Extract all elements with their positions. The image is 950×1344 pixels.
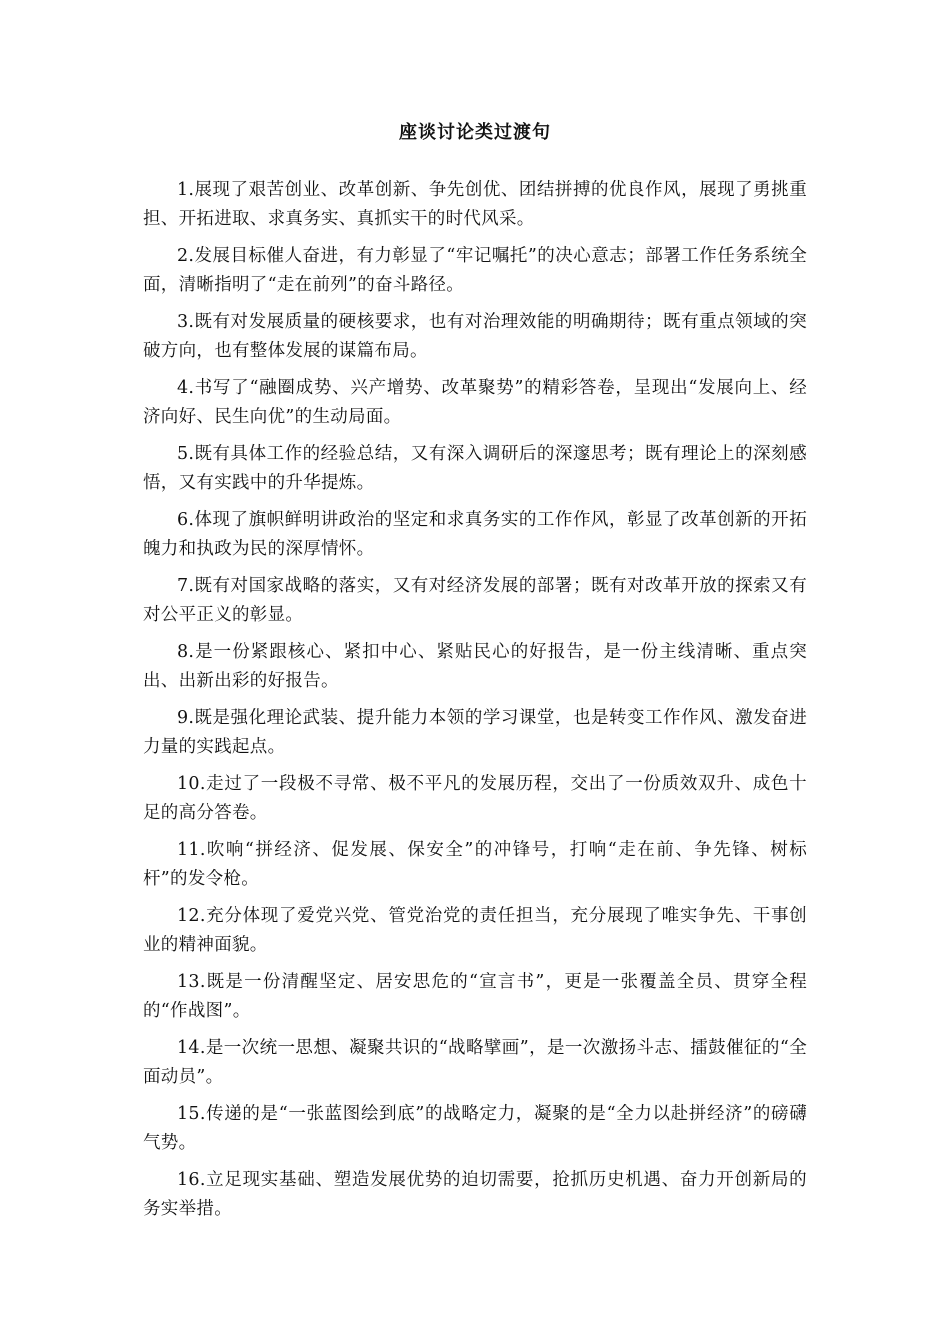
paragraph-7: 7.既有对国家战略的落实，又有对经济发展的部署；既有对改革开放的探索又有对公平正义的彰显。 (143, 576, 807, 625)
paragraph-4: 4.书写了“融圈成势、兴产增势、改革聚势”的精彩答卷，呈现出“发展向上、经济向好、民生向优”的生动局面。 (143, 378, 807, 427)
paragraph-11: 11.吹响“拼经济、促发展、保安全”的冲锋号，打响“走在前、争先锋、树标杆”的发令枪。 (143, 840, 807, 889)
paragraph-1: 1.展现了艰苦创业、改革创新、争先创优、团结拼搏的优良作风，展现了勇挑重担、开拓进取、求真务实、真抓实干的时代风采。 (143, 180, 807, 229)
paragraph-16: 16.立足现实基础、塑造发展优势的迫切需要，抢抓历史机遇、奋力开创新局的务实举措。 (143, 1170, 807, 1219)
paragraph-9: 9.既是强化理论武装、提升能力本领的学习课堂，也是转变工作作风、激发奋进力量的实践起点。 (143, 708, 807, 757)
paragraph-12: 12.充分体现了爱党兴党、管党治党的责任担当，充分展现了唯实争先、干事创业的精神面貌。 (143, 906, 807, 955)
paragraph-2: 2.发展目标催人奋进，有力彰显了“牢记嘱托”的决心意志；部署工作任务系统全面，清晰指明了“走在前列”的奋斗路径。 (143, 246, 807, 295)
paragraph-14: 14.是一次统一思想、凝聚共识的“战略擘画”，是一次激扬斗志、擂鼓催征的“全面动员”。 (143, 1038, 807, 1087)
paragraph-15: 15.传递的是“一张蓝图绘到底”的战略定力，凝聚的是“全力以赴拼经济”的磅礴气势。 (143, 1104, 807, 1153)
paragraph-8: 8.是一份紧跟核心、紧扣中心、紧贴民心的好报告，是一份主线清晰、重点突出、出新出彩的好报告。 (143, 642, 807, 691)
paragraph-10: 10.走过了一段极不寻常、极不平凡的发展历程，交出了一份质效双升、成色十足的高分答卷。 (143, 774, 807, 823)
paragraph-3: 3.既有对发展质量的硬核要求，也有对治理效能的明确期待；既有重点领域的突破方向，也有整体发展的谋篇布局。 (143, 312, 807, 361)
document-body (143, 176, 807, 1232)
paragraph-6: 6.体现了旗帜鲜明讲政治的坚定和求真务实的工作作风，彰显了改革创新的开拓魄力和执政为民的深厚情怀。 (143, 510, 807, 559)
paragraph-13: 13.既是一份清醒坚定、居安思危的“宣言书”，更是一张覆盖全员、贯穿全程的“作战图”。 (143, 972, 807, 1021)
document-title: 座谈讨论类过渡句 (399, 122, 551, 143)
paragraph-5: 5.既有具体工作的经验总结，又有深入调研后的深邃思考；既有理论上的深刻感悟，又有实践中的升华提炼。 (143, 444, 807, 493)
